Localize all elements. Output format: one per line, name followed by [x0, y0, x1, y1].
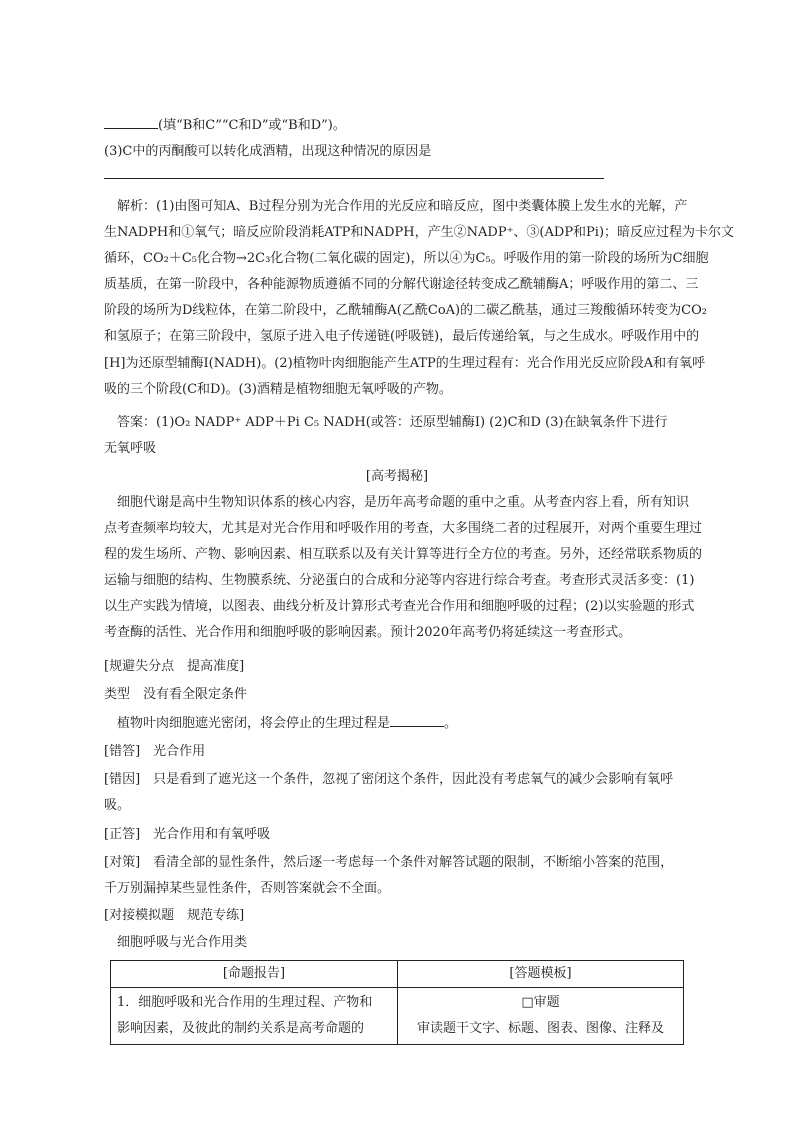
strategy-line: [对策] 看清全部的显性条件，然后逐一考虑每一个条件对解答试题的限制，不断缩小答案的范围， [104, 855, 674, 870]
template-cell [398, 988, 684, 1045]
header-template: [答题模板] [398, 961, 684, 988]
analysis-line: 生NADPH和①氧气；暗反应阶段消耗ATP和NADPH，产生②NADP⁺、③(ADP和Pi)；暗反应过程为卡尔文 [104, 225, 735, 240]
report-line: 影响因素，及彼此的制约关系是高考命题的 [117, 1021, 365, 1036]
strategy-line: 千万别漏掉某些显性条件，否则答案就会不全面。 [104, 881, 391, 896]
q2-tail-text: (填“B和C”“C和D”或“B和D”)。 [158, 118, 346, 133]
gaokao-line: 点考查频率均较大，尤其是对光合作用和呼吸作用的考查，大多围绕二者的过程展开，对两个重要生理过 [104, 521, 703, 536]
practice-category: 细胞呼吸与光合作用类 [117, 935, 248, 950]
template-line: 审读题干文字、标题、图表、图像、注释及 [416, 1021, 664, 1036]
answer-blank [104, 116, 158, 129]
q3-answer-line [104, 166, 604, 185]
gaokao-line: 运输与细胞的结构、生物膜系统、分泌蛋白的合成和分泌等内容进行综合考查。考查形式灵活多变：(1) [104, 573, 695, 588]
answer-blank [104, 166, 604, 179]
analysis-line: 和氢原子；在第三阶段中，氢原子进入电子传递链(呼吸链)，最后传递给氧，与之生成水。呼吸作用中的 [104, 329, 700, 344]
analysis-line: [H]为还原型辅酶Ⅰ(NADH)。(2)植物叶肉细胞能产生ATP的生理过程有：光合作用光反应阶段A和有氧呼 [104, 356, 706, 371]
question-text: 植物叶肉细胞遮光密闭，将会停止的生理过程是 [117, 716, 391, 731]
wrong-answer: [错答] 光合作用 [104, 744, 206, 759]
practice-heading: [对接模拟题 规范专练] [104, 908, 245, 923]
report-template-table [110, 960, 684, 1045]
report-line: 1．细胞呼吸和光合作用的生理过程、产物和 [117, 995, 373, 1010]
analysis-line: 质基质，在第一阶段中，各种能源物质遵循不同的分解代谢途径转变成乙酰辅酶A；呼吸作用的第二、三 [104, 277, 699, 292]
header-report: [命题报告] [111, 961, 398, 988]
type-line: 类型 没有看全限定条件 [104, 687, 248, 702]
gaokao-line: 细胞代谢是高中生物知识体系的核心内容，是历年高考命题的重中之重。从考查内容上看，所有知识 [117, 495, 690, 510]
correct-answer: [正答] 光合作用和有氧呼吸 [104, 827, 271, 842]
table-row [111, 988, 684, 1045]
answer-line: 无氧呼吸 [104, 441, 157, 456]
analysis-line: 解析：(1)由图可知A、B过程分别为光合作用的光反应和暗反应，图中类囊体膜上发生水的光解，产 [117, 199, 688, 214]
gaokao-line: 以生产实践为情境，以图表、曲线分析及计算形式考查光合作用和细胞呼吸的过程；(2)以实验题的形式 [104, 599, 695, 614]
answer-blank [390, 714, 444, 727]
analysis-line: 阶段的场所为D线粒体，在第二阶段中，乙酰辅酶A(乙酰CoA)的二碳乙酰基，通过三羧酸循环转变为CO₂ [104, 303, 707, 318]
report-cell [111, 988, 398, 1045]
gaokao-heading: [高考揭秘] [365, 469, 429, 484]
example-question [117, 714, 457, 733]
gaokao-line: 考查酶的活性、光合作用和细胞呼吸的影响因素。预计2020年高考仍将延续这一考查形式。 [104, 625, 632, 640]
analysis-line: 循环，CO₂＋C₅化合物→2C₃化合物(二氧化碳的固定)，所以④为C₅。呼吸作用的第一阶段的场所为C细胞 [104, 251, 709, 266]
question-end: 。 [444, 716, 458, 731]
answer-line: 答案：(1)O₂ NADP⁺ ADP＋Pi C₅ NADH(或答：还原型辅酶Ⅰ) (2)C和D (3)在缺氧条件下进行 [117, 415, 668, 430]
wrong-cause-line: 吸。 [104, 798, 131, 813]
analysis-line: 吸的三个阶段(C和D)。(3)酒精是植物细胞无氧呼吸的产物。 [104, 382, 452, 397]
wrong-cause-line: [错因] 只是看到了遮光这一个条件，忽视了密闭这个条件，因此没有考虑氧气的减少会影响有氧呼 [104, 772, 674, 787]
template-line: □审题 [521, 995, 560, 1010]
q2-line [104, 116, 346, 135]
table-header-row [111, 961, 684, 988]
q3-text: (3)C中的丙酮酸可以转化成酒精，出现这种情况的原因是 [104, 144, 432, 159]
avoid-heading: [规避失分点 提高准度] [104, 659, 245, 674]
gaokao-line: 程的发生场所、产物、影响因素、相互联系以及有关计算等进行全方位的考查。另外，还经常联系物质的 [104, 547, 703, 562]
